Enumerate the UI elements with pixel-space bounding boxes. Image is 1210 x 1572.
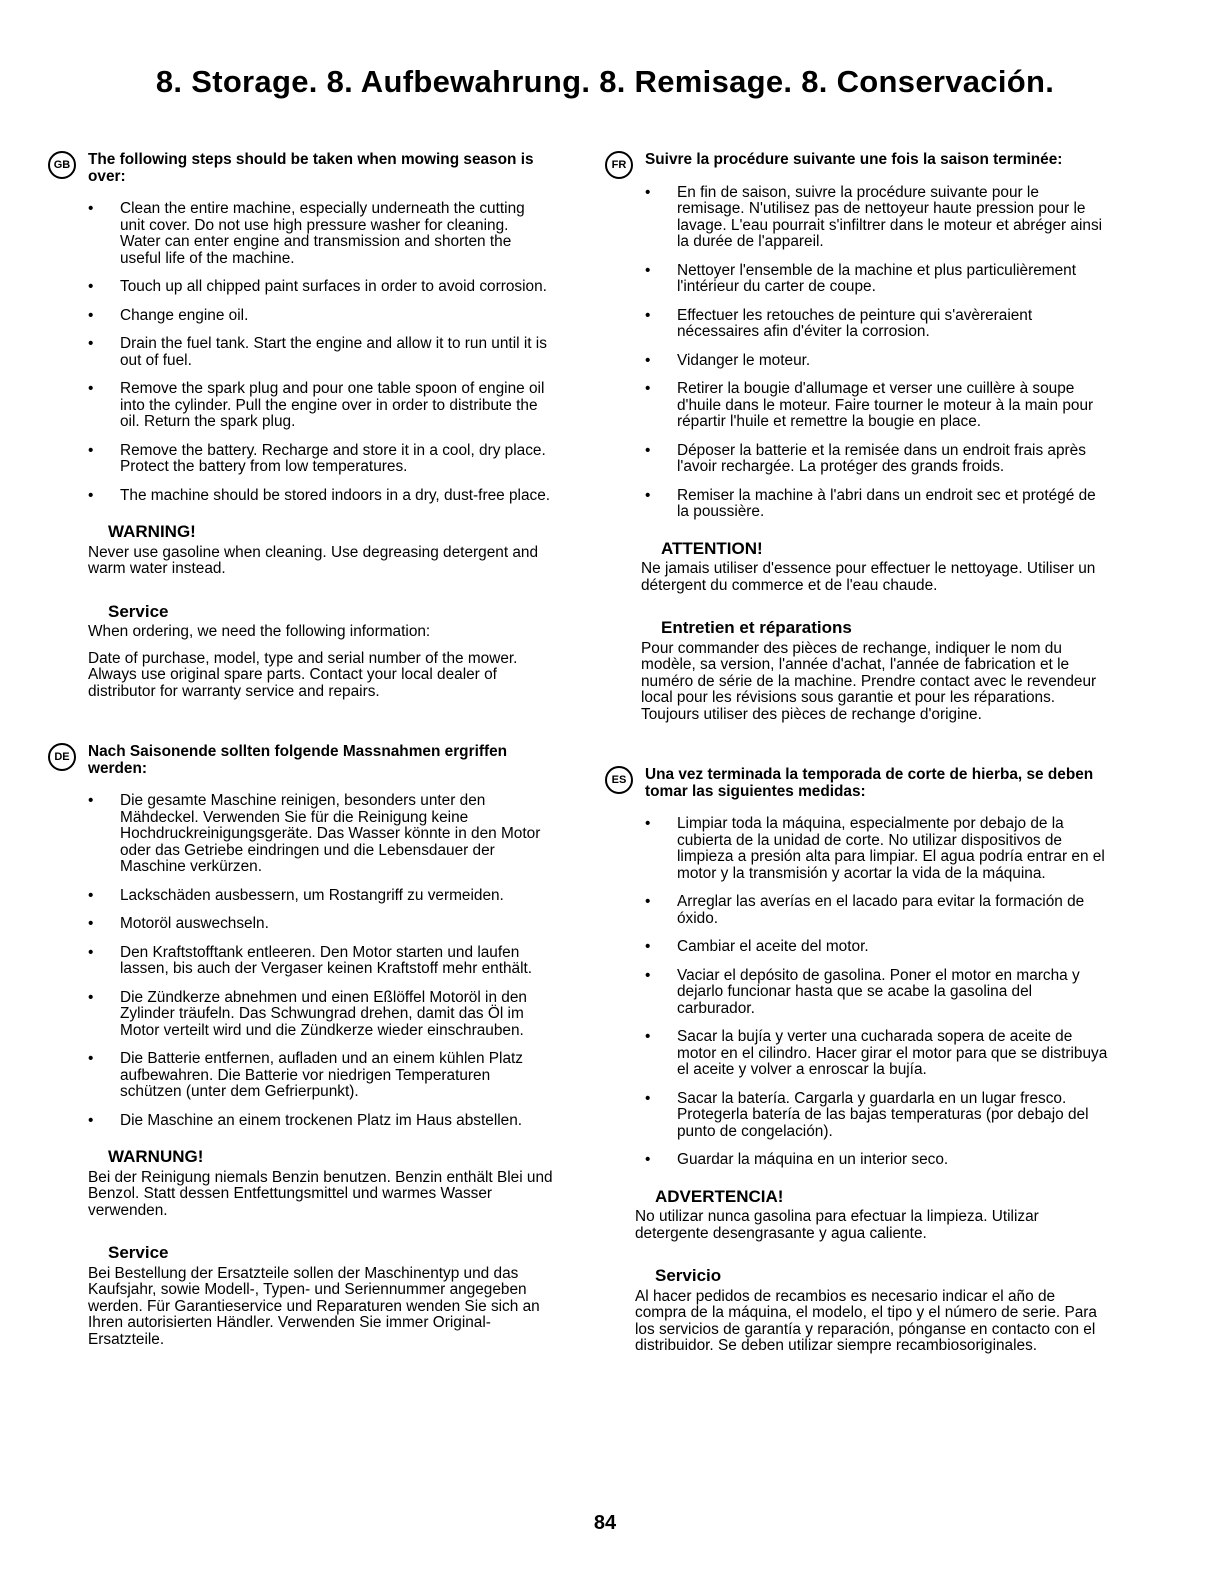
list-item: • Vidanger le moteur. [645,353,1110,370]
list-item: • Die Batterie entfernen, aufladen und an einem kühlen Platz aufbewahren. Die Batterie vor niedrigen Temperaturen schützen (unter dem Gefrierpunkt). [88,1051,553,1101]
list-item: • Remove the battery. Recharge and store it in a cool, dry place. Protect the battery from low temperatures. [88,443,553,476]
list-item: • Nettoyer l'ensemble de la machine et plus particulièrement l'intérieur du carter de coupe. [645,263,1110,296]
warning-block-es [635,1186,1110,1243]
section-fr [605,152,1110,521]
steps-list [645,816,1110,1169]
warning-text: Ne jamais utiliser d'essence pour effectuer le nettoyage. Utiliser un détergent du commerce et de l'eau chaude. [641,560,1096,594]
list-item: • Die Maschine an einem trockenen Platz im Haus abstellen. [88,1113,553,1130]
service-text: Date of purchase, model, type and serial number of the mower. Always use original spare parts. Contact your local dealer of distributor for warranty service and repairs. [88,649,518,700]
list-item: • Remove the spark plug and pour one table spoon of engine oil into the cylinder. Pull the engine over in order to distribute the oil. Return the spark plug. [88,381,553,431]
list-item: • Sacar la batería. Cargarla y guardarla en un lugar fresco. Protegerla batería de las bajas temperaturas (por debajo del punto de congelación). [645,1091,1110,1141]
service-text: Al hacer pedidos de recambios es necesario indicar el año de compra de la máquina, el modelo, el tipo y el número de serie. Para los servicios de garantía y reparación, pónganse en contacto con el distribuidor. Se deben utilizar siempre recambiosoriginales. [635,1287,1097,1354]
list-item: • Arreglar las averías en el lacado para evitar la formación de óxido. [645,894,1110,927]
service-heading: Servicio [655,1266,722,1285]
list-item: • Sacar la bujía y verter una cucharada sopera de aceite de motor en el cilindro. Hacer girar el motor para que se distribuya el aceite y volver a enroscar la bujía. [645,1029,1110,1079]
page-title: 8. Storage. 8. Aufbewahrung. 8. Remisage. 8. Conservación. [155,64,1055,99]
list-item: • Remiser la machine à l'abri dans un endroit sec et protégé de la poussière. [645,488,1110,521]
list-item: • Guardar la máquina en un interior seco. [645,1152,1110,1169]
section-intro: Una vez terminada la temporada de corte de hierba, se deben tomar las siguientes medidas: [645,766,1094,800]
list-item: • The machine should be stored indoors in a dry, dust-free place. [88,488,553,505]
list-item: • Motoröl auswechseln. [88,916,553,933]
list-item: • Die Zündkerze abnehmen und einen Eßlöffel Motoröl in den Zylinder träufeln. Das Schwungrad drehen, damit das Öl im Motor verteilt wird und die Zündkerze wieder einschrauben. [88,990,553,1040]
service-block-de [88,1245,553,1348]
language-badge-fr: FR [605,151,633,179]
list-item: • Retirer la bougie d'allumage et verser une cuillère à soupe d'huile dans le moteur. Faire tourner le moteur à la main pour répartir l'huile et remettre la bougie en place. [645,381,1110,431]
language-badge-gb: GB [48,151,76,179]
section-gb [48,152,553,504]
section-de [48,744,553,1129]
right-column [605,152,1110,1365]
steps-list [88,793,553,1129]
language-badge-de: DE [48,743,76,771]
section-es [605,767,1110,1169]
service-text: When ordering, we need the following information: [88,623,431,640]
service-heading: Entretien et réparations [661,618,852,637]
warning-block-fr [641,538,1110,595]
service-text: Bei Bestellung der Ersatzteile sollen der Maschinentyp und das Kaufsjahr, sowie Modell-, Typen- und Seriennummer angegeben werden. Für Garantieservice und Reparaturen wenden Sie sich an Ihren autorisierten Händler. Verwenden Sie immer Original-Ersatzteile. [88,1264,540,1348]
list-item: • Déposer la batterie et la remisée dans un endroit frais après l'avoir rechargée. La protéger des grands froids. [645,443,1110,476]
warning-heading: ATTENTION! [661,538,763,558]
warning-text: No utilizar nunca gasolina para efectuar la limpieza. Utilizar detergente desengrasante y agua caliente. [635,1208,1039,1242]
list-item: • Touch up all chipped paint surfaces in order to avoid corrosion. [88,279,553,296]
list-item: • Change engine oil. [88,308,553,325]
service-block-gb [88,601,553,701]
list-item: • Die gesamte Maschine reinigen, besonders unter den Mähdeckel. Verwenden Sie für die Reinigung keine Hochdruckreinigungsgeräte. Das Wasser könnte in den Motor oder das Getriebe eindringen und die Lebensdauer der Maschine verkürzen. [88,793,553,876]
service-heading: Service [108,1243,169,1262]
section-intro: Suivre la procédure suivante une fois la saison terminée: [645,151,1063,168]
service-heading: Service [108,601,169,621]
section-intro: The following steps should be taken when mowing season is over: [88,151,534,185]
list-item: • Effectuer les retouches de peinture qui s'avèreraient nécessaires afin d'éviter la corrosion. [645,308,1110,341]
steps-list [88,201,553,504]
warning-block-de [88,1149,553,1219]
service-block-fr [641,620,1110,723]
service-text: Pour commander des pièces de rechange, indiquer le nom du modèle, sa version, l'année d'achat, l'année de fabrication et le numéro de série de la machine. Prendre contact avec le revendeur local pour les révisions sous garantie et pour les réparations. Toujours utiliser des pièces de rechange d'origine. [641,639,1097,723]
list-item: • Lackschäden ausbessern, um Rostangriff zu vermeiden. [88,888,553,905]
warning-text: Bei der Reinigung niemals Benzin benutzen. Benzin enthält Blei und Benzol. Statt dessen Entfettungsmittel und warmes Wasser verwenden. [88,1168,553,1219]
language-badge-es: ES [605,766,633,794]
list-item: • Den Kraftstofftank entleeren. Den Motor starten und laufen lassen, bis auch der Vergaser keinen Kraftstoff mehr enthält. [88,945,553,978]
list-item: • Limpiar toda la máquina, especialmente por debajo de la cubierta de la unidad de corte. No utilizar dispositivos de limpieza a presión alta para limpiar. El agua podría entrar en el motor y la transmisión y acortar la vida de la máquina. [645,816,1110,882]
list-item: • Drain the fuel tank. Start the engine and allow it to run until it is out of fuel. [88,336,553,369]
left-column [48,152,553,1358]
warning-heading: WARNING! [108,522,196,541]
page-number: 84 [593,1512,617,1534]
steps-list [645,185,1110,521]
warning-heading: WARNUNG! [108,1147,204,1166]
list-item: • Vaciar el depósito de gasolina. Poner el motor en marcha y dejarlo funcionar hasta que se acabe la gasolina del carburador. [645,968,1110,1018]
list-item: • Clean the entire machine, especially underneath the cutting unit cover. Do not use high pressure washer for cleaning. Water can enter engine and transmission and shorten the useful life of the machine. [88,201,553,267]
warning-heading: ADVERTENCIA! [655,1186,784,1206]
warning-block-gb [88,524,553,578]
list-item: • En fin de saison, suivre la procédure suivante pour le remisage. N'utilisez pas de nettoyeur haute pression pour le lavage. L'eau pourrait s'infiltrer dans le moteur et abréger ainsi la durée de l'appareil. [645,185,1110,251]
warning-text: Never use gasoline when cleaning. Use degreasing detergent and warm water instead. [88,543,539,577]
service-block-es [635,1268,1110,1355]
list-item: • Cambiar el aceite del motor. [645,939,1110,956]
section-intro: Nach Saisonende sollten folgende Massnahmen ergriffen werden: [88,743,508,777]
